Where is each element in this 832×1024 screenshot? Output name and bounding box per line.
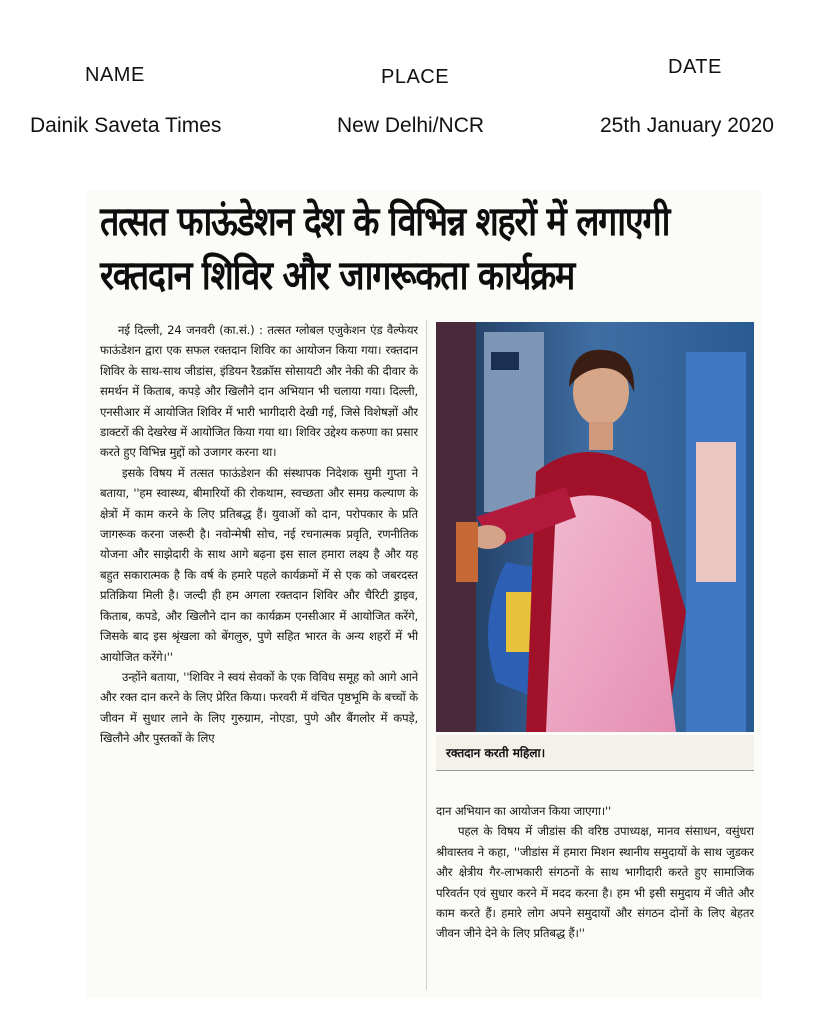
column-divider [426, 320, 427, 990]
paragraph-1: नई दिल्ली, 24 जनवरी (का.सं.) : तत्सत ग्लोबल एजुकेशन एंड वैल्फेयर फाऊंडेशन द्वारा एक सफल रक्तदान शिविर का आयोजन किया गया। रक्तदान शिविर के साथ-साथ जीडांस, इंडियन रैडक्रॉस सोसायटी और नेकी की दीवार के समर्थन में किताब, कपड़े और खिलौने दान अभियान भी चलाया गया। दिल्ली, एनसीआर में आयोजित शिविर में भारी भागीदारी देखी गई, जिसे विशेषज्ञों और डाक्टरों की देखरेख में आयोजित किया गया था। शिविर उद्देश्य करुणा का प्रसार करते हुए विभिन्न मुद्दों को उजागर करना था। [100, 323, 418, 460]
headline-line-2: रक्तदान शिविर और जागरूकता कार्यक्रम [100, 252, 575, 300]
article-photo [436, 322, 754, 732]
publication-date: 25th January 2020 [600, 114, 774, 137]
paragraph-3: उन्होंने बताया, ''शिविर ने स्वयं सेवकों के एक विविध समूह को आगे आने और रक्त दान करने के लिए प्रेरित किया। फरवरी में वंचित पृष्ठभूमि के बच्चों के जीवन में सुधार लाने के लिए गुरुग्राम, नोएडा, पुणे और बैंगलोर में कपड़े, खिलौने और पुस्तकों के लिए [100, 669, 418, 746]
publication-place: New Delhi/NCR [337, 114, 485, 137]
date-label: DATE [668, 56, 722, 78]
paragraph-4: दान अभियान का आयोजन किया जाएगा।'' [436, 804, 612, 818]
headline-line-1: तत्सत फाऊंडेशन देश के विभिन्न शहरों में लगाएगी [100, 198, 670, 246]
photo-caption: रक्तदान करती महिला। [436, 735, 754, 771]
newspaper-clipping [86, 190, 762, 998]
paragraph-5: पहल के विषय में जीडांस की वरिष्ठ उपाध्यक्ष, मानव संसाधन, वसुंधरा श्रीवास्तव ने कहा, ''जीडांस में हमारा मिशन स्थानीय समुदायों के साथ जुडकर और क्षेत्रीय गैर-लाभकारी संगठनों के साथ भागीदारी करते हुए सामाजिक परिवर्तन एवं सुधार करने में मदद करना है। हम भी इसी समुदाय में जीते और काम करते हैं। हमारे लोग अपने समुदायों और संगठन दोनों के लिए बेहतर जीवन जीने देने के लिए प्रतिबद्ध हैं।'' [436, 824, 754, 941]
publication-name: Dainik Saveta Times [30, 114, 222, 137]
name-label: NAME [85, 64, 145, 86]
blood-donation-photo [436, 322, 754, 732]
article-column-1 [100, 320, 418, 998]
paragraph-2: इसके विषय में तत्सत फाऊंडेशन की संस्थापक निदेशक सुमी गुप्ता ने बताया, ''हम स्वास्थ्य, बीमारियों की रोकथाम, स्वच्छता और समग्र कल्याण के क्षेत्रों में काम करने के लिए प्रतिबद्ध हैं। युवाओं को दान, परोपकार के प्रति जागरूक करना जरूरी है। नवोन्मेषी सोच, नई रचनात्मक प्रवृति, रणनीतिक योजना और साझेदारी के साथ आगे बढ़ना इस साल हमारा लक्ष्य है और यह बहुत सकारात्मक है कि वर्ष के हमारे पहले कार्यक्रमों में से एक को जबरदस्त प्रतिक्रिया मिली है। जल्दी ही हम अगला रक्तदान शिविर और चैरिटी ड्राइव, किताब, कपडे, और खिलौने दान का कार्यक्रम एनसीआर में आयोजित करेंगे, जिसके बाद इस श्रृंखला को बेंगलुरु, पुणे सहित भारत के अन्य शहरों में भी आयोजित करेंगे।'' [100, 465, 418, 664]
place-label: PLACE [381, 66, 450, 88]
article-column-2 [436, 801, 754, 1001]
